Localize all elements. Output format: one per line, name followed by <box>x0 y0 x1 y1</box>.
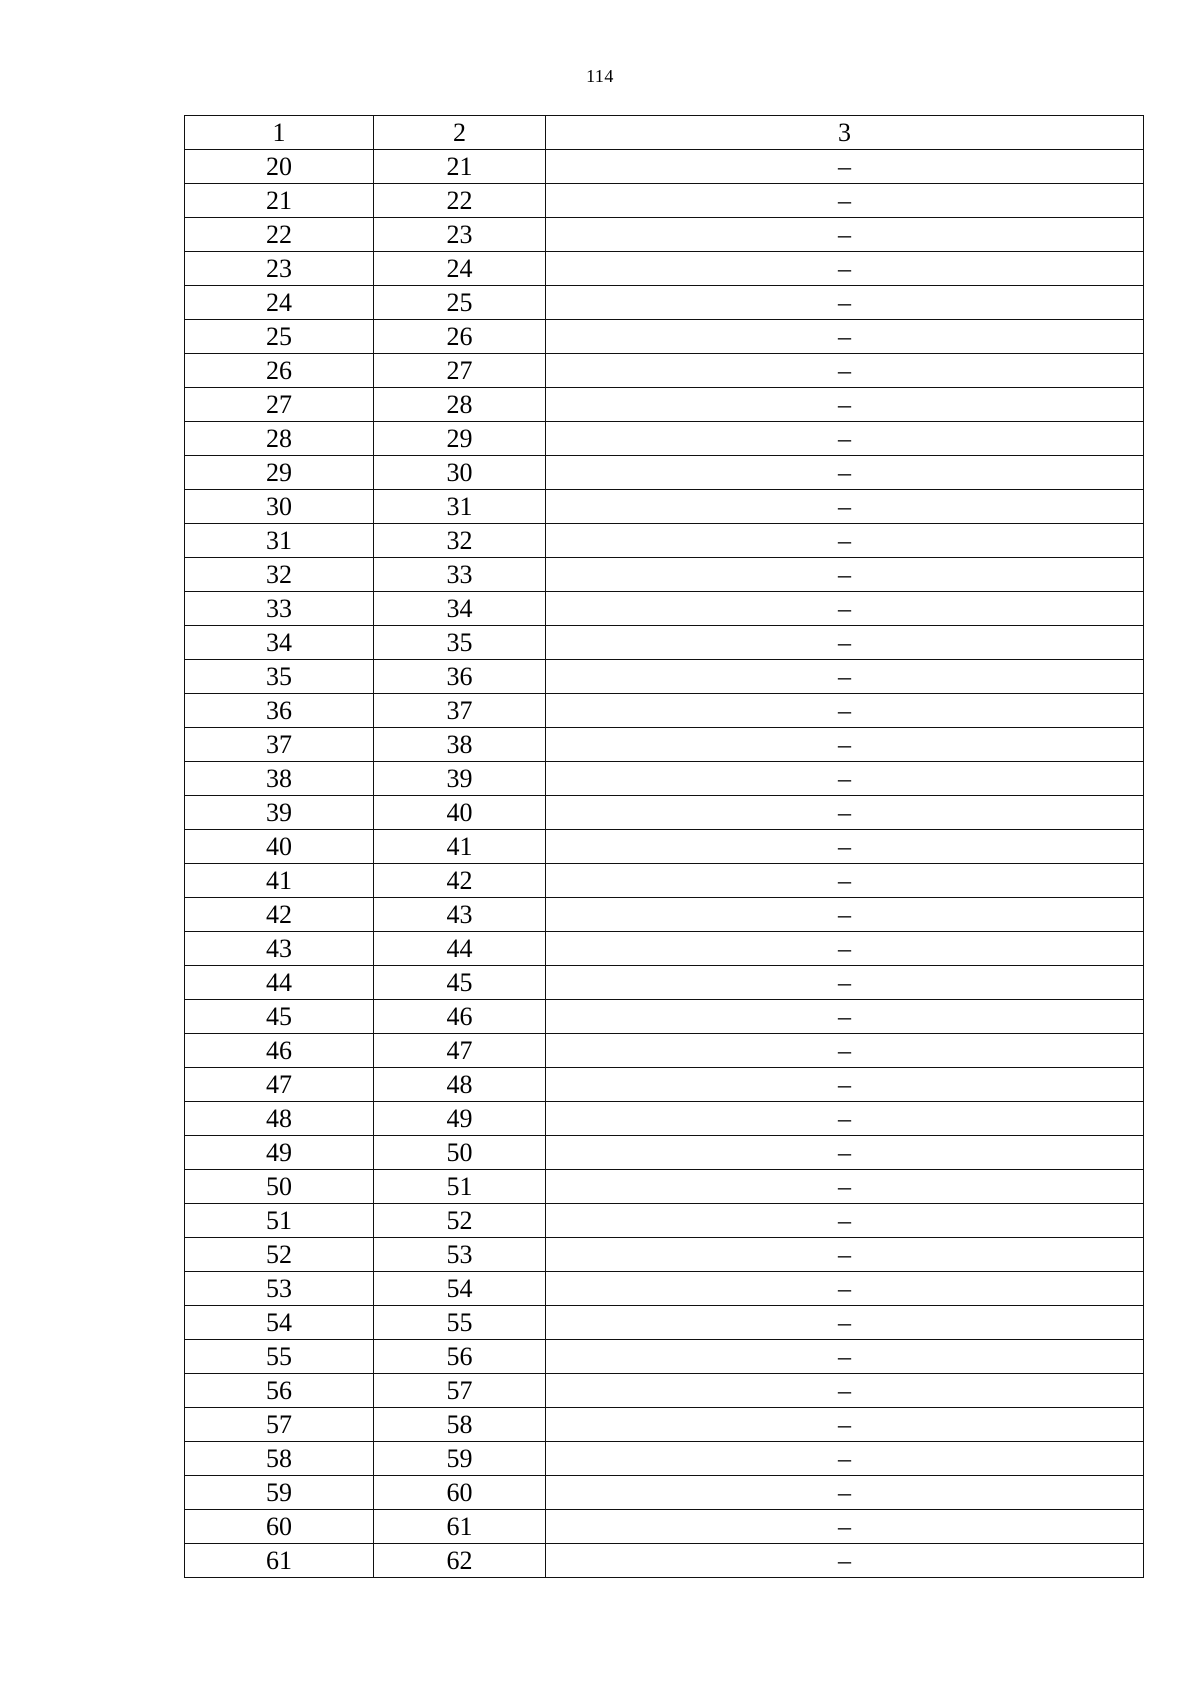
table-cell-col-3: – <box>546 1034 1144 1068</box>
table-cell-col-3: – <box>546 422 1144 456</box>
table-cell-col-3: – <box>546 1408 1144 1442</box>
table-cell-col-3: – <box>546 1442 1144 1476</box>
table-cell-col-3: – <box>546 694 1144 728</box>
column-header-1: 1 <box>185 116 374 150</box>
table-cell-col-3: – <box>546 898 1144 932</box>
table-cell-col-2: 33 <box>374 558 546 592</box>
table-row <box>185 490 1144 524</box>
table-cell-col-1: 25 <box>185 320 374 354</box>
table-cell-col-2: 45 <box>374 966 546 1000</box>
table-cell-col-1: 57 <box>185 1408 374 1442</box>
table-row <box>185 1238 1144 1272</box>
table-cell-col-2: 32 <box>374 524 546 558</box>
table-cell-col-3: – <box>546 320 1144 354</box>
table-row <box>185 184 1144 218</box>
table-cell-col-3: – <box>546 218 1144 252</box>
table-cell-col-3: – <box>546 1170 1144 1204</box>
table-cell-col-1: 44 <box>185 966 374 1000</box>
table-row <box>185 1306 1144 1340</box>
table-cell-col-3: – <box>546 286 1144 320</box>
table-cell-col-1: 31 <box>185 524 374 558</box>
table-cell-col-2: 62 <box>374 1544 546 1578</box>
table-row <box>185 388 1144 422</box>
table-cell-col-1: 51 <box>185 1204 374 1238</box>
table-cell-col-3: – <box>546 1544 1144 1578</box>
table-cell-col-1: 48 <box>185 1102 374 1136</box>
table-header-row <box>185 116 1144 150</box>
table-cell-col-2: 44 <box>374 932 546 966</box>
table-cell-col-2: 53 <box>374 1238 546 1272</box>
table-cell-col-2: 37 <box>374 694 546 728</box>
table-cell-col-1: 45 <box>185 1000 374 1034</box>
table-cell-col-3: – <box>546 490 1144 524</box>
table-row <box>185 1442 1144 1476</box>
table-row <box>185 456 1144 490</box>
table-cell-col-2: 39 <box>374 762 546 796</box>
table-cell-col-1: 43 <box>185 932 374 966</box>
table-cell-col-1: 34 <box>185 626 374 660</box>
table-row <box>185 286 1144 320</box>
table-row <box>185 150 1144 184</box>
table-cell-col-2: 51 <box>374 1170 546 1204</box>
table-cell-col-2: 49 <box>374 1102 546 1136</box>
table-cell-col-2: 48 <box>374 1068 546 1102</box>
table-cell-col-2: 23 <box>374 218 546 252</box>
table-cell-col-2: 54 <box>374 1272 546 1306</box>
table-cell-col-2: 24 <box>374 252 546 286</box>
table-cell-col-1: 27 <box>185 388 374 422</box>
table-row <box>185 1408 1144 1442</box>
table-cell-col-1: 30 <box>185 490 374 524</box>
table-cell-col-3: – <box>546 388 1144 422</box>
table-cell-col-3: – <box>546 966 1144 1000</box>
table-cell-col-1: 28 <box>185 422 374 456</box>
table-cell-col-1: 50 <box>185 1170 374 1204</box>
table-cell-col-3: – <box>546 1272 1144 1306</box>
table-cell-col-2: 56 <box>374 1340 546 1374</box>
table-row <box>185 422 1144 456</box>
table-body <box>185 116 1144 1578</box>
table-row <box>185 932 1144 966</box>
table-cell-col-3: – <box>546 1136 1144 1170</box>
table-cell-col-2: 46 <box>374 1000 546 1034</box>
table-cell-col-1: 54 <box>185 1306 374 1340</box>
column-header-2: 2 <box>374 116 546 150</box>
table-cell-col-2: 40 <box>374 796 546 830</box>
table-row <box>185 320 1144 354</box>
table-cell-col-1: 20 <box>185 150 374 184</box>
table-row <box>185 354 1144 388</box>
table-cell-col-1: 58 <box>185 1442 374 1476</box>
table-cell-col-1: 60 <box>185 1510 374 1544</box>
table-cell-col-1: 53 <box>185 1272 374 1306</box>
table-cell-col-2: 38 <box>374 728 546 762</box>
table-row <box>185 898 1144 932</box>
table-cell-col-3: – <box>546 1510 1144 1544</box>
page-number: 114 <box>586 66 614 86</box>
table-cell-col-2: 42 <box>374 864 546 898</box>
table-row <box>185 830 1144 864</box>
table-row <box>185 796 1144 830</box>
table-cell-col-1: 21 <box>185 184 374 218</box>
table-cell-col-1: 40 <box>185 830 374 864</box>
table-cell-col-2: 25 <box>374 286 546 320</box>
table-cell-col-1: 32 <box>185 558 374 592</box>
table-row <box>185 660 1144 694</box>
table-row <box>185 252 1144 286</box>
table-cell-col-1: 24 <box>185 286 374 320</box>
table-row <box>185 762 1144 796</box>
table-cell-col-2: 57 <box>374 1374 546 1408</box>
table-row <box>185 592 1144 626</box>
table-cell-col-3: – <box>546 762 1144 796</box>
table-row <box>185 1170 1144 1204</box>
table-cell-col-3: – <box>546 1068 1144 1102</box>
table-cell-col-3: – <box>546 524 1144 558</box>
table-cell-col-1: 42 <box>185 898 374 932</box>
table-row <box>185 1510 1144 1544</box>
table-cell-col-1: 26 <box>185 354 374 388</box>
data-table <box>184 115 1144 1578</box>
table-cell-col-3: – <box>546 1476 1144 1510</box>
column-header-3: 3 <box>546 116 1144 150</box>
table-row <box>185 1544 1144 1578</box>
table-cell-col-3: – <box>546 830 1144 864</box>
table-cell-col-3: – <box>546 1238 1144 1272</box>
table-row <box>185 1476 1144 1510</box>
table-cell-col-2: 61 <box>374 1510 546 1544</box>
table-cell-col-3: – <box>546 932 1144 966</box>
table-cell-col-2: 26 <box>374 320 546 354</box>
table-cell-col-1: 41 <box>185 864 374 898</box>
table-row <box>185 1204 1144 1238</box>
table-row <box>185 966 1144 1000</box>
table-cell-col-2: 21 <box>374 150 546 184</box>
table-row <box>185 1374 1144 1408</box>
table-cell-col-3: – <box>546 660 1144 694</box>
table-cell-col-3: – <box>546 1102 1144 1136</box>
table-cell-col-1: 56 <box>185 1374 374 1408</box>
table-cell-col-1: 23 <box>185 252 374 286</box>
table-cell-col-2: 22 <box>374 184 546 218</box>
table-row <box>185 864 1144 898</box>
table-cell-col-2: 47 <box>374 1034 546 1068</box>
table-cell-col-3: – <box>546 558 1144 592</box>
table-cell-col-2: 59 <box>374 1442 546 1476</box>
table-row <box>185 1102 1144 1136</box>
table-row <box>185 728 1144 762</box>
table-cell-col-1: 49 <box>185 1136 374 1170</box>
table-cell-col-1: 59 <box>185 1476 374 1510</box>
table-row <box>185 1340 1144 1374</box>
table-cell-col-1: 52 <box>185 1238 374 1272</box>
table-row <box>185 524 1144 558</box>
table-cell-col-3: – <box>546 626 1144 660</box>
table-row <box>185 626 1144 660</box>
table-cell-col-2: 28 <box>374 388 546 422</box>
table-cell-col-3: – <box>546 1340 1144 1374</box>
table-cell-col-3: – <box>546 1374 1144 1408</box>
table-cell-col-3: – <box>546 864 1144 898</box>
table-cell-col-1: 61 <box>185 1544 374 1578</box>
table-cell-col-3: – <box>546 252 1144 286</box>
table-row <box>185 1136 1144 1170</box>
table-cell-col-2: 50 <box>374 1136 546 1170</box>
table-cell-col-3: – <box>546 592 1144 626</box>
table-cell-col-3: – <box>546 796 1144 830</box>
table-cell-col-2: 58 <box>374 1408 546 1442</box>
table-row <box>185 1000 1144 1034</box>
table-cell-col-3: – <box>546 184 1144 218</box>
table-cell-col-1: 29 <box>185 456 374 490</box>
table-cell-col-1: 39 <box>185 796 374 830</box>
table-cell-col-1: 46 <box>185 1034 374 1068</box>
table-cell-col-1: 38 <box>185 762 374 796</box>
table-cell-col-3: – <box>546 1306 1144 1340</box>
table-cell-col-3: – <box>546 728 1144 762</box>
table-cell-col-2: 29 <box>374 422 546 456</box>
table-cell-col-2: 34 <box>374 592 546 626</box>
table-row <box>185 694 1144 728</box>
table-cell-col-2: 43 <box>374 898 546 932</box>
table-cell-col-3: – <box>546 1204 1144 1238</box>
table-row <box>185 558 1144 592</box>
table-cell-col-1: 36 <box>185 694 374 728</box>
table-cell-col-1: 35 <box>185 660 374 694</box>
table-cell-col-2: 31 <box>374 490 546 524</box>
table-cell-col-1: 37 <box>185 728 374 762</box>
table-cell-col-2: 36 <box>374 660 546 694</box>
table-cell-col-1: 33 <box>185 592 374 626</box>
table-cell-col-3: – <box>546 456 1144 490</box>
table-cell-col-2: 55 <box>374 1306 546 1340</box>
table-cell-col-2: 52 <box>374 1204 546 1238</box>
table-cell-col-2: 27 <box>374 354 546 388</box>
table-cell-col-3: – <box>546 354 1144 388</box>
table-cell-col-1: 55 <box>185 1340 374 1374</box>
table-cell-col-2: 60 <box>374 1476 546 1510</box>
table-row <box>185 218 1144 252</box>
table-row <box>185 1034 1144 1068</box>
table-cell-col-3: – <box>546 150 1144 184</box>
table-row <box>185 1068 1144 1102</box>
table-cell-col-1: 22 <box>185 218 374 252</box>
table-cell-col-2: 35 <box>374 626 546 660</box>
table-row <box>185 1272 1144 1306</box>
table-cell-col-2: 30 <box>374 456 546 490</box>
table-cell-col-1: 47 <box>185 1068 374 1102</box>
table-cell-col-3: – <box>546 1000 1144 1034</box>
table-cell-col-2: 41 <box>374 830 546 864</box>
